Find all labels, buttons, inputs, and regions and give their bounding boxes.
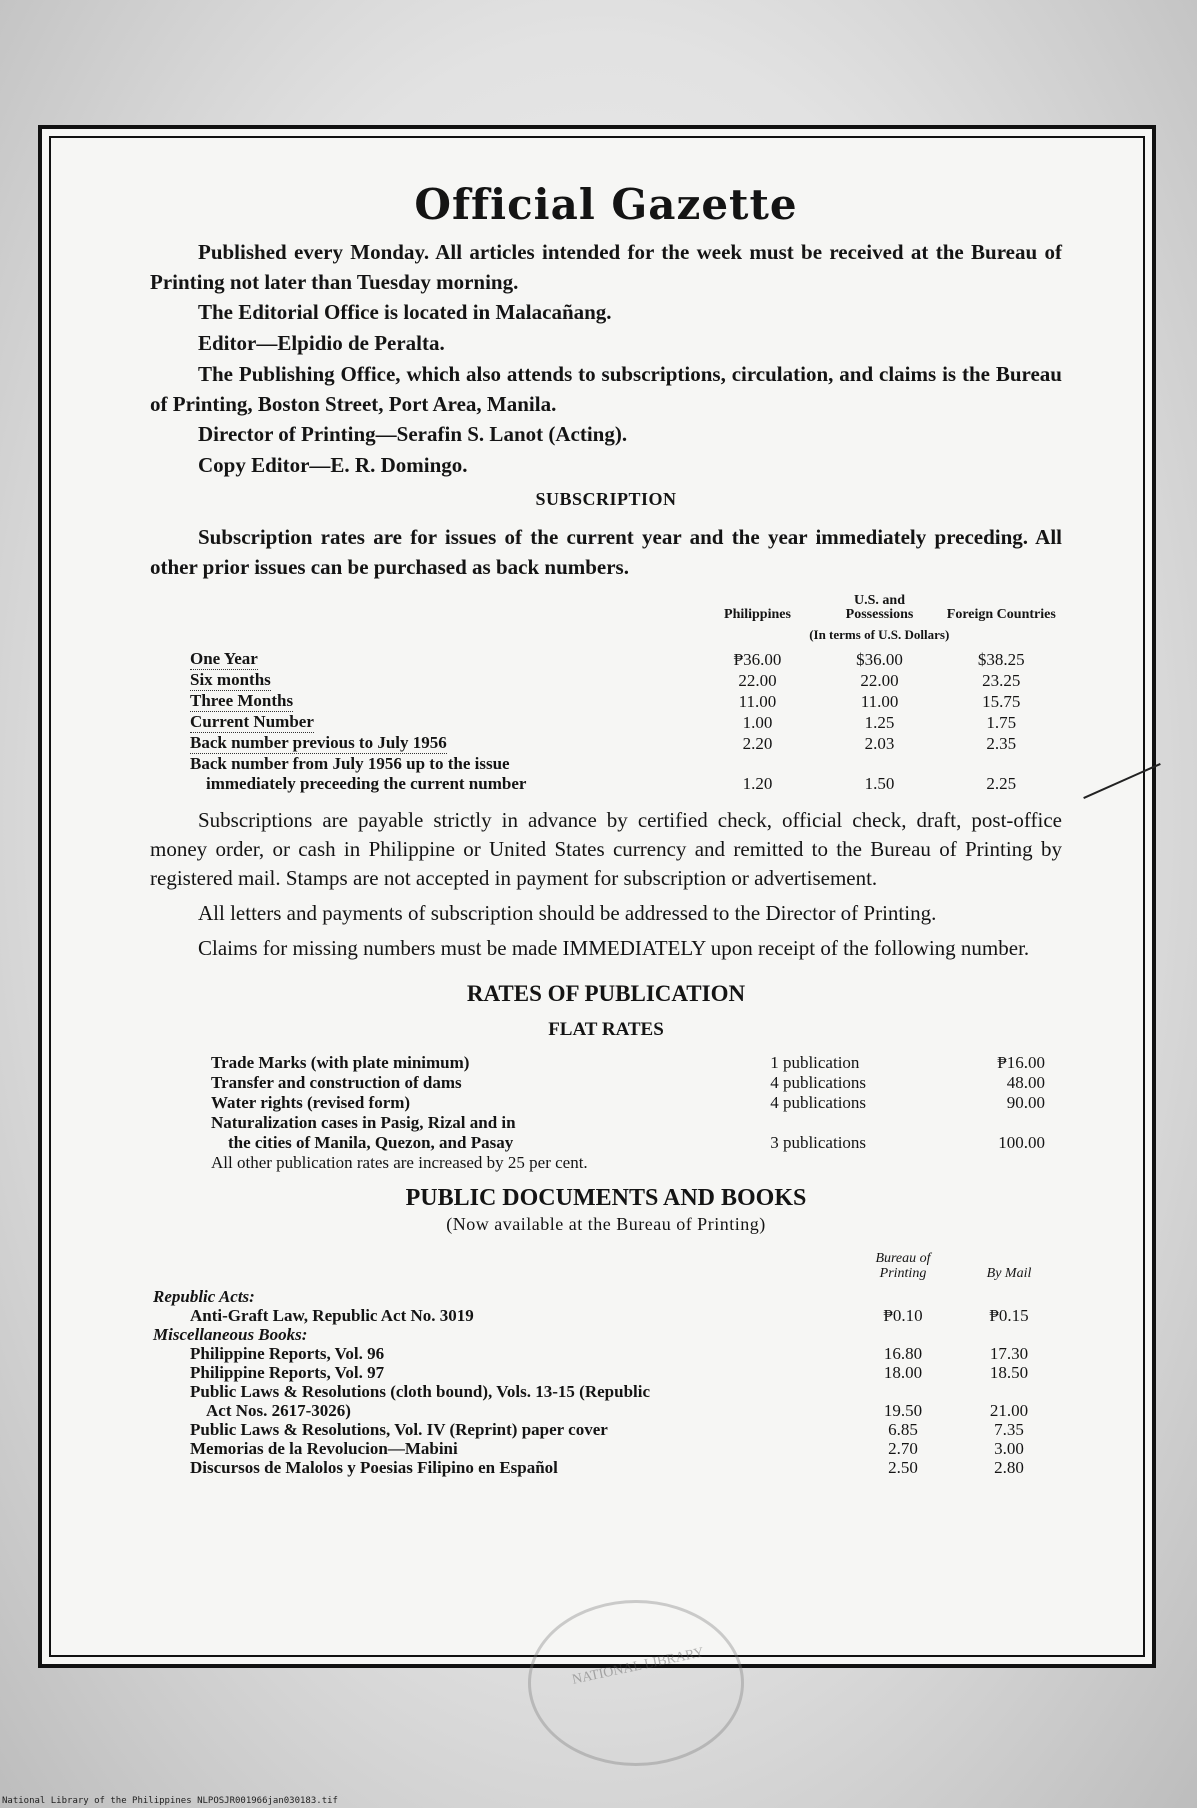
table-row [186,670,1062,691]
document-title: Discursos de Malolos y Poesias Filipino en Español [190,1458,558,1477]
document-bureau-price: 16.80 [883,1344,923,1363]
document-mail-price: 7.35 [994,1420,1024,1439]
rates-header-blank [186,594,696,628]
rate-label-text: Six months [190,670,271,689]
flat-rate-item: Trade Marks (with plate minimum) [211,1053,470,1072]
category-republic-acts: Republic Acts: [153,1287,255,1306]
table-row [186,754,1062,774]
rates-body [186,649,1062,754]
rate-label-text: Current Number [190,712,314,731]
rate-us: 1.25 [864,713,895,732]
document-mail-price: ₱0.15 [989,1306,1029,1325]
naturalization-pubs: 3 publications [770,1133,867,1152]
flat-body [208,1053,1048,1113]
docs-header-blank [150,1251,850,1287]
editorial-office: The Editorial Office is located in Malacañang. [198,300,612,324]
table-row [208,1153,1048,1173]
rate-label [186,712,696,733]
table-row [150,1382,1062,1401]
laws-blank-2 [956,1382,1062,1401]
document-mail-price: 3.00 [994,1439,1024,1458]
rate-foreign: 15.75 [982,692,1021,711]
document-title: Philippine Reports, Vol. 96 [190,1344,385,1363]
payable-notice: Subscriptions are payable strictly in advance by certified check, official check, draft, post-office money order, or cash in Philippine or United States currency and remitted to the Bureau of Printing by registered mail. Stamps are not accepted in payment for subscription or advertisement. [150,808,1062,890]
flat-rate-amount: 48.00 [1006,1073,1045,1092]
rate-label [186,649,696,670]
rate-foreign: 1.75 [986,713,1017,732]
rate-label [186,670,696,691]
rate-label-text: Back number previous to July 1956 [190,733,447,752]
rates-of-publication-heading: RATES OF PUBLICATION [466,981,746,1006]
misc-a-body [150,1344,1062,1382]
laws-bureau-price: 19.50 [883,1401,923,1420]
subscription-text: Subscription rates are for issues of the current year and the year immediately preceding. All other prior issues can be purchased as back numbers. [150,525,1062,579]
table-row [186,649,1062,670]
rate-us: 2.03 [864,734,895,753]
acts-body [150,1306,1062,1325]
table-row [208,1093,1048,1113]
document-title: Public Laws & Resolutions, Vol. IV (Reprint) paper cover [190,1420,608,1439]
misc-b-body [150,1420,1062,1477]
naturalization-line-1: Naturalization cases in Pasig, Rizal and in [211,1113,516,1132]
document-mail-price: 2.80 [994,1458,1024,1477]
rate-label-text: Three Months [190,691,294,710]
document-bureau-price: 18.00 [883,1363,923,1382]
last-row-blank-1 [696,754,818,774]
flat-rates-heading: FLAT RATES [548,1019,664,1040]
col-fc-label: Foreign Countries [946,607,1056,622]
rate-us: $36.00 [856,650,903,669]
table-row [150,1458,1062,1477]
flat-rate-amount: 90.00 [1006,1093,1045,1112]
table-row [186,712,1062,733]
last-row-ph: 1.20 [742,774,773,793]
subscription-heading: SUBSCRIPTION [535,489,677,509]
public-documents-subheading: (Now available at the Bureau of Printing) [446,1214,766,1234]
rate-philippines: 1.00 [742,713,773,732]
category-miscellaneous-books: Miscellaneous Books: [153,1325,308,1344]
table-row [150,1287,1062,1306]
col-bureau-of-printing: Bureau of Printing [875,1251,931,1281]
document-bureau-price: 6.85 [888,1420,918,1439]
subscription-rates-table [186,594,1062,794]
col-philippines: Philippines [724,607,791,622]
public-documents-heading: PUBLIC DOCUMENTS AND BOOKS [405,1185,807,1211]
masthead-title: Official Gazette [414,180,798,229]
document-mail-price: 17.30 [989,1344,1029,1363]
col-us-possessions [818,594,940,628]
library-stamp [528,1600,744,1766]
rate-foreign: $38.25 [977,650,1025,669]
published-notice: Published every Monday. All articles intended for the week must be received at the Bureau of Printing not later than Tuesday morning. [150,240,1062,294]
table-row [150,1363,1062,1382]
director-of-printing: Director of Printing—Serafin S. Lanot (Acting). [198,422,628,446]
table-row [186,774,1062,794]
document-bureau-price: 2.50 [888,1458,918,1477]
laws-mail-price: 21.00 [989,1401,1029,1420]
flat-rate-pubs: 4 publications [770,1073,867,1092]
last-row-blank-2 [818,754,940,774]
document-title: Memorias de la Revolucion—Mabini [190,1439,458,1458]
table-row [208,1073,1048,1093]
other-rates-note: All other publication rates are increased by 25 per cent. [211,1153,588,1172]
rate-philippines: ₱36.00 [733,650,782,669]
table-row [150,1344,1062,1363]
last-row-fc: 2.25 [986,774,1017,793]
laws-blank-1 [850,1382,956,1401]
laws-line-1: Public Laws & Resolutions (cloth bound), Vols. 13-15 (Republic [190,1382,651,1401]
table-row [150,1401,1062,1420]
public-documents-table [150,1251,1062,1477]
col-by-mail: By Mail [986,1266,1032,1281]
table-row [208,1053,1048,1073]
flat-rates-table [208,1053,1048,1173]
copy-editor: Copy Editor—E. R. Domingo. [198,453,468,477]
publishing-office: The Publishing Office, which also attends to subscriptions, circulation, and claims is the Bureau of Printing, Boston Street, Port Area, Manila. [150,362,1062,416]
last-row-us: 1.50 [864,774,895,793]
rate-us: 11.00 [860,692,899,711]
document-title: Philippine Reports, Vol. 97 [190,1363,385,1382]
stamp-lettering: NATIONAL LIBRARY [570,1645,706,1688]
table-row [186,691,1062,712]
laws-line-2: Act Nos. 2617-3026) [206,1401,351,1420]
col-foreign-countries [941,594,1062,628]
flat-rate-item: Transfer and construction of dams [211,1073,462,1092]
rate-label [186,691,696,712]
document-bureau-price: 2.70 [888,1439,918,1458]
last-row-label-1: Back number from July 1956 up to the issue [190,754,510,773]
claims-notice: Claims for missing numbers must be made IMMEDIATELY upon receipt of the following number. [198,936,1030,960]
rate-foreign: 2.35 [986,734,1017,753]
table-row [208,1113,1048,1133]
col-us-label: U.S. and Possessions [845,593,914,622]
rate-foreign: 23.25 [982,671,1021,690]
table-row [186,733,1062,754]
rate-philippines: 11.00 [738,692,777,711]
rate-philippines: 22.00 [738,671,777,690]
scan-footer: National Library of the Philippines NLPOSJR001966jan030183.tif [2,1796,338,1806]
docs-header-row [150,1251,1062,1287]
naturalization-line-2: the cities of Manila, Quezon, and Pasay [228,1133,514,1152]
rate-philippines: 2.20 [742,734,773,753]
table-row [208,1133,1048,1153]
table-row [150,1325,1062,1344]
rate-label [186,733,696,754]
document-title: Anti-Graft Law, Republic Act No. 3019 [190,1306,474,1325]
flat-rate-amount: ₱16.00 [997,1053,1045,1072]
table-row [150,1306,1062,1325]
page-content [150,180,1062,1477]
rates-note-row [186,628,1062,649]
rates-currency-note: (In terms of U.S. Dollars) [809,627,950,642]
last-row-label-2: immediately preceeding the current number [206,774,527,793]
naturalization-amount: 100.00 [998,1133,1045,1152]
flat-rate-pubs: 1 publication [770,1053,860,1072]
letters-notice: All letters and payments of subscription should be addressed to the Director of Printing. [198,901,937,925]
flat-rate-pubs: 4 publications [770,1093,867,1112]
document-bureau-price: ₱0.10 [883,1306,923,1325]
editor: Editor—Elpidio de Peralta. [198,331,445,355]
table-row [150,1439,1062,1458]
rates-note-blank [186,628,696,649]
flat-rate-item: Water rights (revised form) [211,1093,411,1112]
rate-us: 22.00 [860,671,899,690]
rates-header-row [186,594,1062,628]
last-row-blank-3 [941,754,1062,774]
document-mail-price: 18.50 [989,1363,1029,1382]
rate-label-text: One Year [190,649,258,668]
table-row [150,1420,1062,1439]
